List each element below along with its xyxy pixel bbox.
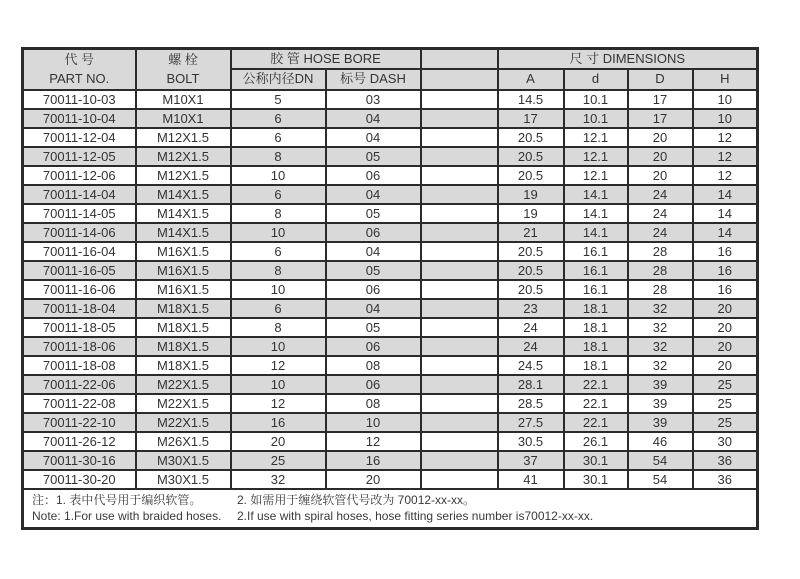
cell-dim-d-small: 14.1 (564, 204, 628, 223)
cell-dim-h: 12 (693, 166, 758, 185)
cell-dim-d-small: 30.1 (564, 470, 628, 489)
cell-bolt: M22X1.5 (136, 413, 231, 432)
cell-dn: 6 (231, 299, 326, 318)
cell-dim-h: 25 (693, 394, 758, 413)
cell-dn: 8 (231, 147, 326, 166)
cell-spacer (421, 337, 498, 356)
cell-part-no: 70011-14-04 (23, 185, 136, 204)
cell-spacer (421, 470, 498, 489)
cell-part-no: 70011-10-03 (23, 90, 136, 109)
cell-dim-d-small: 12.1 (564, 128, 628, 147)
table-row (23, 166, 758, 185)
cell-dim-d-small: 18.1 (564, 299, 628, 318)
table-row (23, 204, 758, 223)
cell-dim-a: 24 (498, 318, 564, 337)
cell-bolt: M12X1.5 (136, 128, 231, 147)
cell-part-no: 70011-22-10 (23, 413, 136, 432)
cell-dash: 12 (326, 432, 421, 451)
table-row (23, 147, 758, 166)
cell-dim-d-big: 39 (628, 375, 693, 394)
cell-dim-h: 20 (693, 299, 758, 318)
cell-dim-h: 12 (693, 147, 758, 166)
cell-dim-d-small: 12.1 (564, 166, 628, 185)
cell-part-no: 70011-12-06 (23, 166, 136, 185)
cell-dim-d-small: 16.1 (564, 280, 628, 299)
cell-dim-a: 20.5 (498, 280, 564, 299)
bolt-header-cn: 螺 栓 (168, 52, 198, 68)
cell-dim-d-small: 18.1 (564, 318, 628, 337)
col-header-dash: 标号 DASH (326, 69, 421, 89)
cell-dim-h: 25 (693, 375, 758, 394)
cell-dn: 5 (231, 90, 326, 109)
cell-dn: 25 (231, 451, 326, 470)
cell-dash: 05 (326, 204, 421, 223)
cell-dim-a: 19 (498, 204, 564, 223)
cell-dim-d-big: 32 (628, 299, 693, 318)
cell-bolt: M10X1 (136, 90, 231, 109)
cell-dash: 04 (326, 299, 421, 318)
cell-dim-d-big: 46 (628, 432, 693, 451)
spacer-header-bottom (421, 69, 498, 89)
cell-dim-d-big: 39 (628, 413, 693, 432)
cell-dim-d-big: 28 (628, 280, 693, 299)
cell-bolt: M16X1.5 (136, 280, 231, 299)
cell-dash: 06 (326, 337, 421, 356)
cell-dim-d-small: 16.1 (564, 242, 628, 261)
cell-dim-h: 14 (693, 185, 758, 204)
table-row (23, 470, 758, 489)
cell-dim-a: 20.5 (498, 147, 564, 166)
cell-dn: 6 (231, 242, 326, 261)
cell-part-no: 70011-30-16 (23, 451, 136, 470)
table-body (23, 90, 758, 489)
cell-bolt: M14X1.5 (136, 204, 231, 223)
cell-dim-h: 20 (693, 337, 758, 356)
table-row (23, 451, 758, 470)
cell-dim-d-big: 20 (628, 147, 693, 166)
cell-dim-a: 30.5 (498, 432, 564, 451)
cell-dn: 10 (231, 375, 326, 394)
cell-spacer (421, 109, 498, 128)
note-cn-item2: 2. 如需用于缠绕软管代号改为 70012-xx-xx。 (237, 492, 476, 507)
cell-dim-d-small: 14.1 (564, 223, 628, 242)
cell-dn: 10 (231, 280, 326, 299)
cell-bolt: M16X1.5 (136, 261, 231, 280)
table-row (23, 318, 758, 337)
cell-dash: 16 (326, 451, 421, 470)
cell-spacer (421, 147, 498, 166)
cell-dim-d-big: 24 (628, 185, 693, 204)
cell-dim-a: 17 (498, 109, 564, 128)
table-row (23, 337, 758, 356)
cell-dash: 08 (326, 394, 421, 413)
cell-dash: 03 (326, 90, 421, 109)
table-row (23, 413, 758, 432)
cell-bolt: M14X1.5 (136, 223, 231, 242)
cell-dn: 6 (231, 128, 326, 147)
cell-spacer (421, 185, 498, 204)
cell-spacer (421, 451, 498, 470)
cell-dash: 06 (326, 223, 421, 242)
cell-dash: 20 (326, 470, 421, 489)
cell-dim-d-small: 22.1 (564, 394, 628, 413)
col-header-d-small: d (564, 69, 628, 89)
cell-dim-h: 14 (693, 204, 758, 223)
note-cn-item1: 注：1. 表中代号用于编织软管。 (32, 492, 202, 507)
cell-part-no: 70011-30-20 (23, 470, 136, 489)
table-footer (23, 489, 758, 529)
cell-dim-d-big: 24 (628, 223, 693, 242)
note-line-en (32, 508, 748, 524)
note-en-item1: Note: 1.For use with braided hoses. (32, 508, 222, 523)
cell-dash: 06 (326, 280, 421, 299)
cell-dim-d-big: 20 (628, 128, 693, 147)
cell-dim-a: 20.5 (498, 242, 564, 261)
cell-dim-d-big: 32 (628, 356, 693, 375)
cell-dim-h: 14 (693, 223, 758, 242)
cell-part-no: 70011-14-06 (23, 223, 136, 242)
cell-dn: 10 (231, 166, 326, 185)
cell-dim-d-big: 54 (628, 470, 693, 489)
cell-spacer (421, 166, 498, 185)
cell-dash: 04 (326, 242, 421, 261)
cell-spacer (421, 204, 498, 223)
cell-bolt: M14X1.5 (136, 185, 231, 204)
cell-part-no: 70011-18-08 (23, 356, 136, 375)
col-header-bolt (136, 49, 231, 90)
cell-dim-h: 20 (693, 356, 758, 375)
cell-dash: 05 (326, 318, 421, 337)
cell-bolt: M30X1.5 (136, 451, 231, 470)
cell-dash: 06 (326, 166, 421, 185)
cell-dim-h: 20 (693, 318, 758, 337)
cell-dim-d-big: 54 (628, 451, 693, 470)
cell-spacer (421, 356, 498, 375)
cell-dim-a: 20.5 (498, 261, 564, 280)
table-header (23, 49, 758, 90)
table-row (23, 90, 758, 109)
cell-bolt: M18X1.5 (136, 318, 231, 337)
cell-dn: 6 (231, 109, 326, 128)
cell-dim-a: 20.5 (498, 128, 564, 147)
cell-dim-a: 20.5 (498, 166, 564, 185)
cell-dim-d-big: 17 (628, 90, 693, 109)
cell-spacer (421, 299, 498, 318)
table-row (23, 299, 758, 318)
cell-dn: 6 (231, 185, 326, 204)
fitting-spec-table (21, 47, 759, 530)
group-header-hose-bore: 胶 管 HOSE BORE (231, 49, 421, 70)
cell-dim-d-big: 39 (628, 394, 693, 413)
cell-part-no: 70011-12-04 (23, 128, 136, 147)
cell-dim-d-big: 24 (628, 204, 693, 223)
notes-cell (23, 489, 758, 529)
cell-spacer (421, 128, 498, 147)
part-no-header-en: PART NO. (49, 71, 110, 87)
cell-spacer (421, 432, 498, 451)
cell-dim-h: 10 (693, 90, 758, 109)
cell-dn: 32 (231, 470, 326, 489)
cell-spacer (421, 375, 498, 394)
cell-dn: 10 (231, 223, 326, 242)
col-header-a: A (498, 69, 564, 89)
cell-dash: 08 (326, 356, 421, 375)
cell-part-no: 70011-26-12 (23, 432, 136, 451)
part-no-header-cn: 代 号 (64, 52, 95, 68)
cell-dim-d-small: 22.1 (564, 375, 628, 394)
group-header-dimensions: 尺 寸 DIMENSIONS (498, 49, 758, 70)
cell-spacer (421, 394, 498, 413)
cell-dim-d-big: 28 (628, 261, 693, 280)
cell-dn: 8 (231, 261, 326, 280)
table-row (23, 185, 758, 204)
cell-bolt: M10X1 (136, 109, 231, 128)
table-row (23, 242, 758, 261)
cell-dim-a: 14.5 (498, 90, 564, 109)
cell-spacer (421, 242, 498, 261)
cell-bolt: M12X1.5 (136, 147, 231, 166)
cell-part-no: 70011-16-04 (23, 242, 136, 261)
cell-dim-h: 36 (693, 451, 758, 470)
header-row-groups (23, 49, 758, 70)
cell-dim-a: 37 (498, 451, 564, 470)
cell-dn: 10 (231, 337, 326, 356)
cell-part-no: 70011-10-04 (23, 109, 136, 128)
cell-part-no: 70011-16-05 (23, 261, 136, 280)
table-row (23, 261, 758, 280)
cell-part-no: 70011-18-05 (23, 318, 136, 337)
col-header-part-no (23, 49, 136, 90)
cell-dash: 05 (326, 147, 421, 166)
cell-dn: 8 (231, 318, 326, 337)
cell-dim-d-big: 32 (628, 337, 693, 356)
cell-dim-d-small: 22.1 (564, 413, 628, 432)
cell-dim-a: 27.5 (498, 413, 564, 432)
table-row (23, 109, 758, 128)
cell-dim-d-big: 17 (628, 109, 693, 128)
notes-row (23, 489, 758, 529)
cell-part-no: 70011-18-06 (23, 337, 136, 356)
cell-dn: 20 (231, 432, 326, 451)
cell-dim-d-small: 18.1 (564, 337, 628, 356)
col-header-dn: 公称内径DN (231, 69, 326, 89)
cell-part-no: 70011-22-08 (23, 394, 136, 413)
table-row (23, 356, 758, 375)
cell-bolt: M30X1.5 (136, 470, 231, 489)
cell-bolt: M18X1.5 (136, 356, 231, 375)
cell-part-no: 70011-22-06 (23, 375, 136, 394)
cell-bolt: M18X1.5 (136, 337, 231, 356)
cell-dim-a: 28.5 (498, 394, 564, 413)
cell-dim-a: 24 (498, 337, 564, 356)
cell-dash: 06 (326, 375, 421, 394)
cell-dash: 05 (326, 261, 421, 280)
cell-dn: 8 (231, 204, 326, 223)
cell-dim-h: 30 (693, 432, 758, 451)
cell-dim-d-small: 12.1 (564, 147, 628, 166)
cell-spacer (421, 261, 498, 280)
table-row (23, 394, 758, 413)
cell-bolt: M22X1.5 (136, 375, 231, 394)
cell-part-no: 70011-16-06 (23, 280, 136, 299)
note-en-item2: 2.If use with spiral hoses, hose fitting series number is70012-xx-xx. (237, 508, 594, 523)
cell-dim-d-small: 26.1 (564, 432, 628, 451)
cell-dim-h: 16 (693, 242, 758, 261)
cell-spacer (421, 413, 498, 432)
cell-part-no: 70011-12-05 (23, 147, 136, 166)
cell-dim-a: 19 (498, 185, 564, 204)
bolt-header-en: BOLT (166, 71, 200, 87)
cell-bolt: M12X1.5 (136, 166, 231, 185)
cell-dim-h: 25 (693, 413, 758, 432)
cell-spacer (421, 223, 498, 242)
cell-dim-d-small: 30.1 (564, 451, 628, 470)
cell-dn: 12 (231, 394, 326, 413)
cell-part-no: 70011-14-05 (23, 204, 136, 223)
cell-dim-h: 16 (693, 280, 758, 299)
cell-dim-a: 21 (498, 223, 564, 242)
cell-part-no: 70011-18-04 (23, 299, 136, 318)
cell-dim-d-small: 16.1 (564, 261, 628, 280)
cell-dim-d-small: 10.1 (564, 109, 628, 128)
cell-bolt: M16X1.5 (136, 242, 231, 261)
col-header-d-big: D (628, 69, 693, 89)
table-row (23, 280, 758, 299)
cell-dim-a: 41 (498, 470, 564, 489)
cell-dash: 10 (326, 413, 421, 432)
cell-spacer (421, 90, 498, 109)
cell-dash: 04 (326, 109, 421, 128)
cell-spacer (421, 318, 498, 337)
cell-dn: 16 (231, 413, 326, 432)
cell-dim-d-big: 20 (628, 166, 693, 185)
cell-spacer (421, 280, 498, 299)
col-header-h: H (693, 69, 758, 89)
cell-dim-a: 23 (498, 299, 564, 318)
cell-dim-d-big: 32 (628, 318, 693, 337)
table-row (23, 432, 758, 451)
note-line-cn (32, 492, 748, 508)
cell-dim-a: 24.5 (498, 356, 564, 375)
cell-bolt: M18X1.5 (136, 299, 231, 318)
table-row (23, 128, 758, 147)
cell-dim-h: 10 (693, 109, 758, 128)
cell-dim-d-small: 18.1 (564, 356, 628, 375)
cell-dash: 04 (326, 185, 421, 204)
cell-dn: 12 (231, 356, 326, 375)
cell-dim-h: 16 (693, 261, 758, 280)
cell-dim-h: 36 (693, 470, 758, 489)
cell-dim-d-small: 14.1 (564, 185, 628, 204)
cell-dim-a: 28.1 (498, 375, 564, 394)
cell-dim-h: 12 (693, 128, 758, 147)
spacer-header-top (421, 49, 498, 70)
table-row (23, 375, 758, 394)
cell-dim-d-small: 10.1 (564, 90, 628, 109)
table-row (23, 223, 758, 242)
cell-bolt: M26X1.5 (136, 432, 231, 451)
cell-bolt: M22X1.5 (136, 394, 231, 413)
cell-dash: 04 (326, 128, 421, 147)
cell-dim-d-big: 28 (628, 242, 693, 261)
